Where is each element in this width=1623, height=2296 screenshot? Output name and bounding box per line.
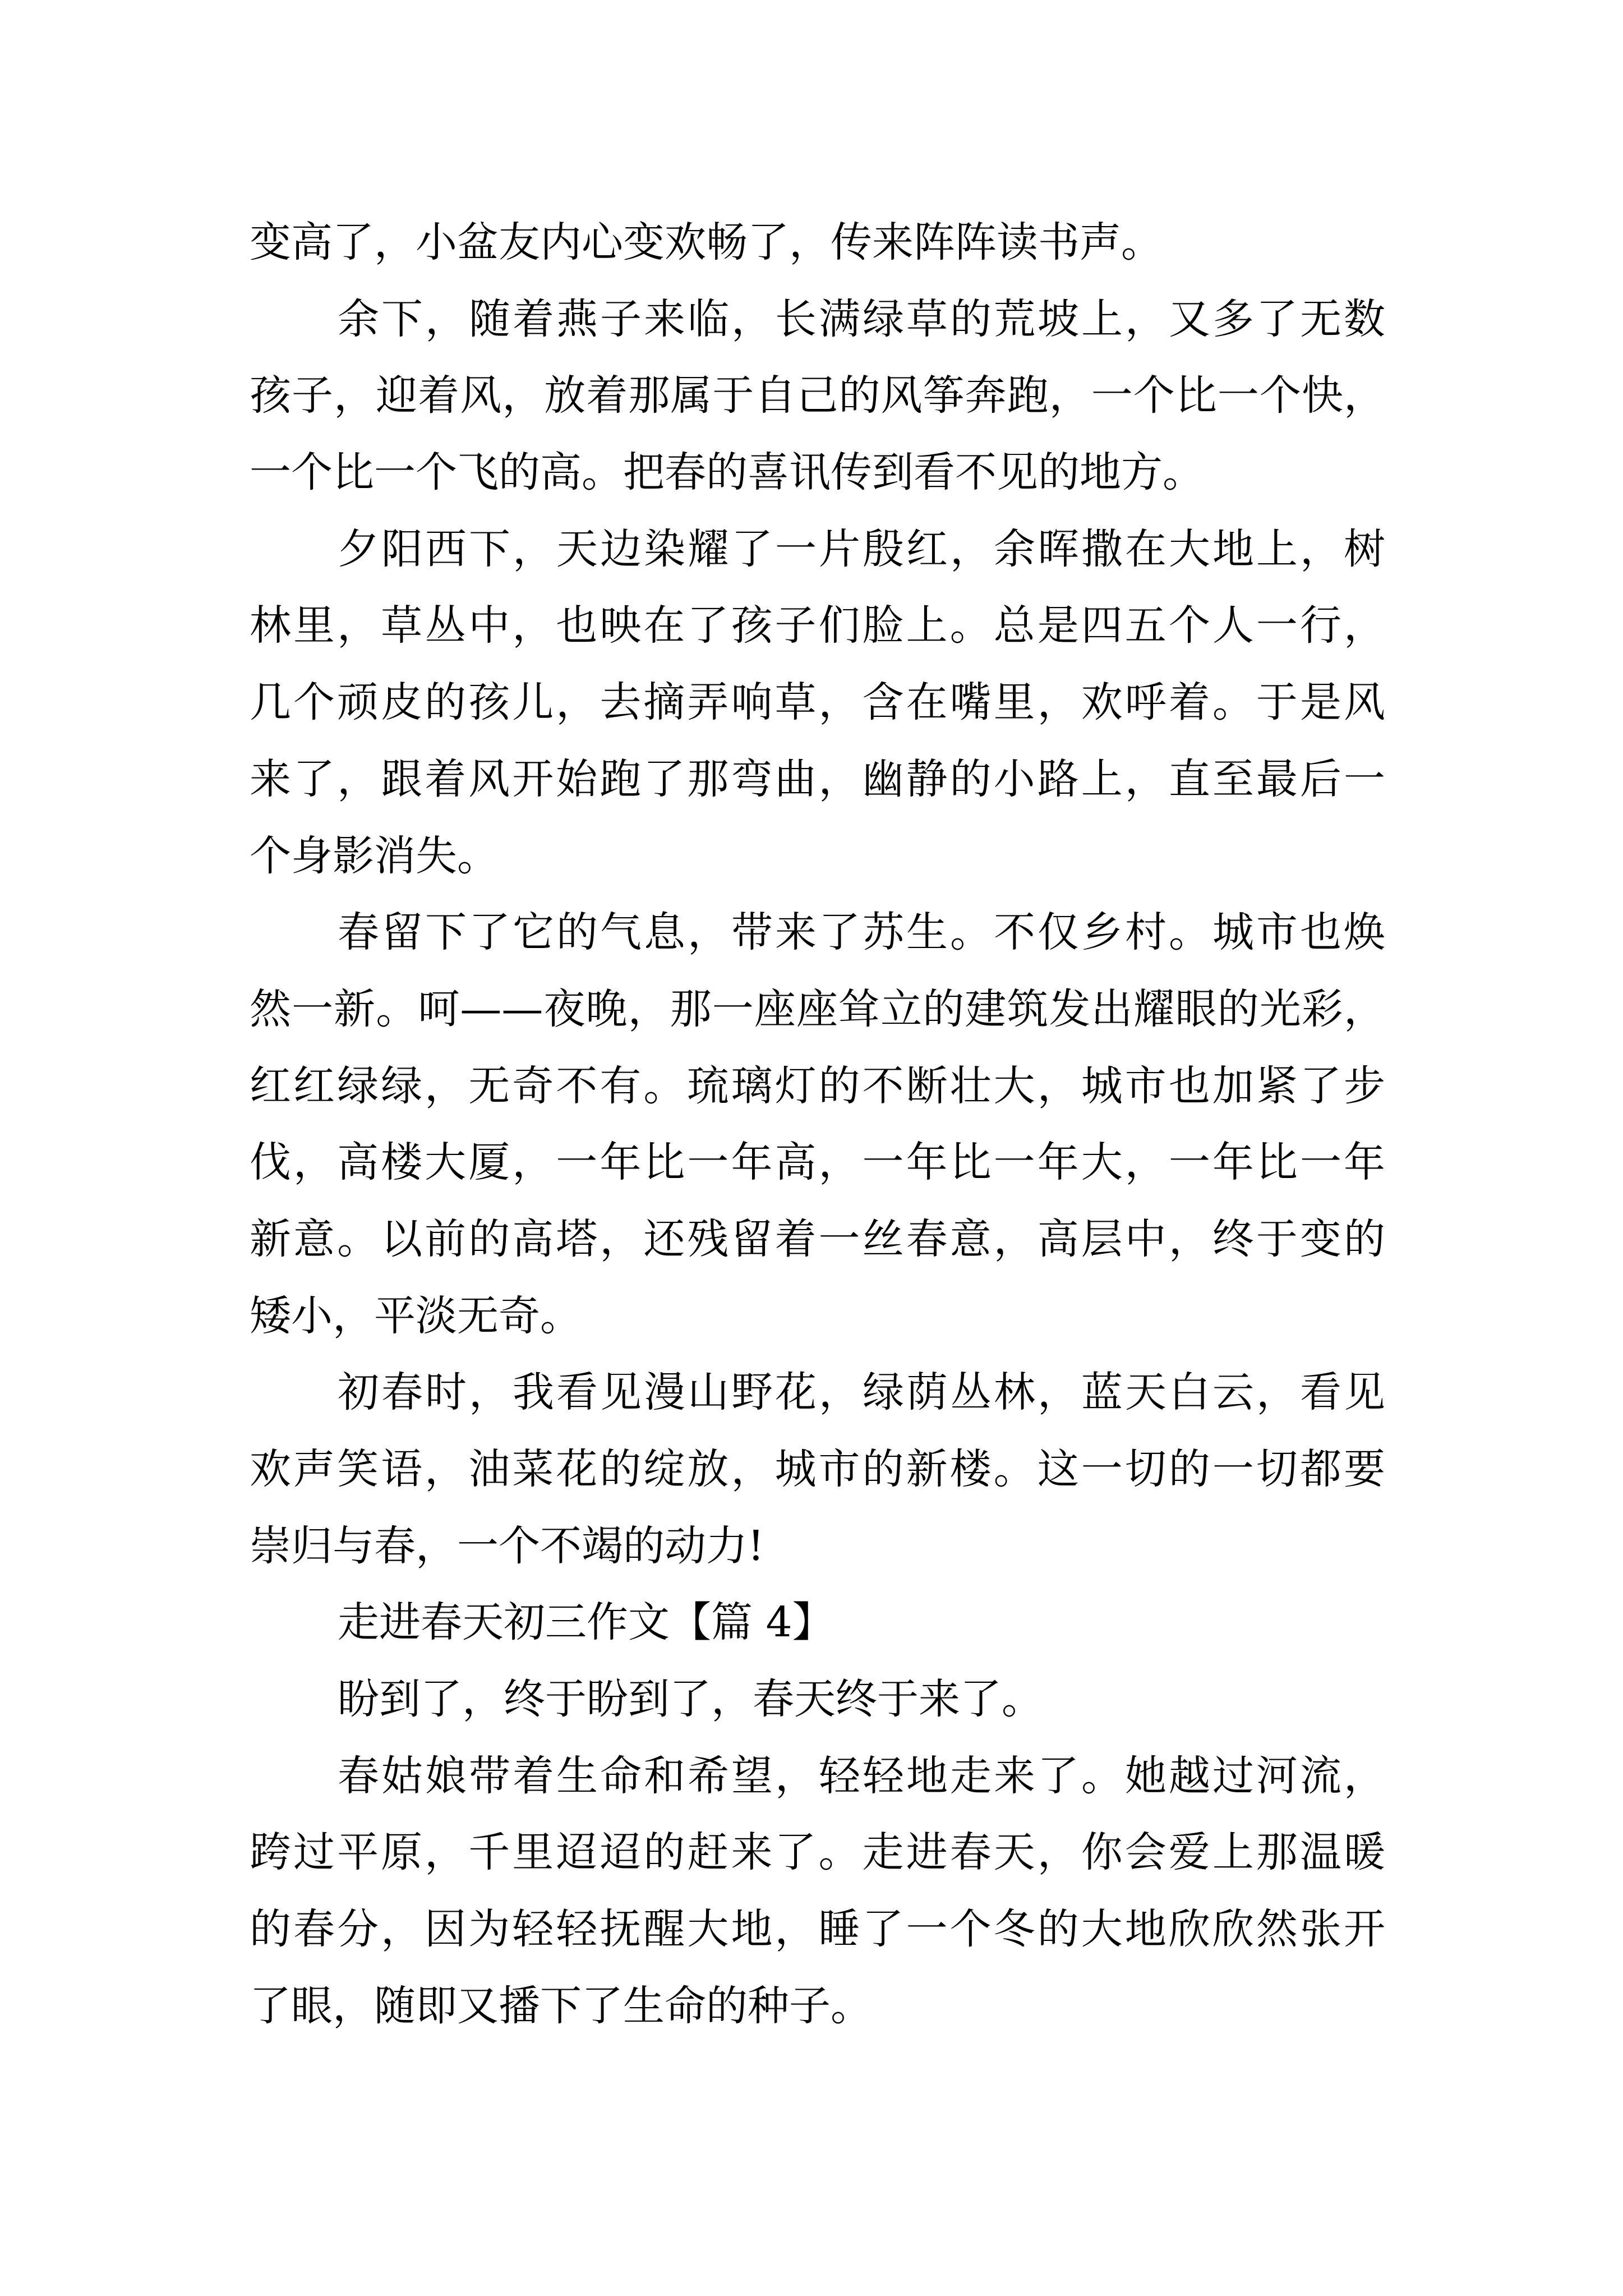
paragraph-line: 几个顽皮的孩儿，去摘弄响草，含在嘴里，欢呼着。于是风: [250, 678, 1385, 727]
paragraph-line: 夕阳西下，天边染耀了一片殷红，余晖撒在大地上，树: [338, 524, 1385, 573]
paragraph-line: 初春时，我看见漫山野花，绿荫丛林，蓝天白云，看见: [338, 1368, 1385, 1417]
paragraph-line: 跨过平原，千里迢迢的赶来了。走进春天，你会爱上那温暖: [250, 1828, 1385, 1877]
paragraph-line: 伐，高楼大厦，一年比一年高，一年比一年大，一年比一年: [250, 1138, 1385, 1187]
paragraph: [250, 511, 1385, 894]
paragraph-line: 新意。以前的高塔，还残留着一丝春意，高层中，终于变的: [250, 1214, 1385, 1263]
paragraph: [250, 1738, 1385, 2045]
section-heading-text: 走进春天初三作文【篇 4】: [338, 1598, 834, 1647]
paragraph-line: 崇归与春，一个不竭的动力!: [250, 1521, 764, 1570]
paragraph-line: 一个比一个飞的高。把春的喜讯传到看不见的地方。: [250, 448, 1204, 497]
paragraph-line: 春留下了它的气息，带来了苏生。不仅乡村。城市也焕: [338, 908, 1385, 957]
paragraph-line: 变高了，小盆友内心变欢畅了，传来阵阵读书声。: [250, 218, 1163, 266]
paragraph-line: 了眼，随即又播下了生命的种子。: [250, 1981, 872, 2030]
paragraph-line: 个身影消失。: [250, 831, 499, 880]
paragraph-line: 来了，跟着风开始跑了那弯曲，幽静的小路上，直至最后一: [250, 754, 1385, 803]
paragraph: [250, 204, 1385, 281]
document-body: [250, 204, 1385, 2045]
paragraph: [250, 894, 1385, 1354]
paragraph: [250, 281, 1385, 511]
paragraph: [250, 1661, 1385, 1738]
paragraph-line: 盼到了，终于盼到了，春天终于来了。: [338, 1675, 1043, 1724]
paragraph-line: 孩子，迎着风，放着那属于自己的风筝奔跑，一个比一个快，: [250, 371, 1385, 420]
paragraph-line: 矮小，平淡无奇。: [250, 1291, 582, 1340]
paragraph-line: 欢声笑语，油菜花的绽放，城市的新楼。这一切的一切都要: [250, 1445, 1385, 1493]
paragraph-line: 的春分，因为轻轻抚醒大地，睡了一个冬的大地欣欣然张开: [250, 1905, 1385, 1954]
paragraph-line: 余下，随着燕子来临，长满绿草的荒坡上，又多了无数: [338, 295, 1385, 343]
paragraph-line: 然一新。呵——夜晚，那一座座耸立的建筑发出耀眼的光彩，: [250, 984, 1385, 1033]
paragraph: [250, 1354, 1385, 1584]
paragraph-line: 春姑娘带着生命和希望，轻轻地走来了。她越过河流，: [338, 1751, 1385, 1800]
paragraph-line: 林里，草丛中，也映在了孩子们脸上。总是四五个人一行，: [250, 601, 1385, 650]
paragraph-line: 红红绿绿，无奇不有。琉璃灯的不断壮大，城市也加紧了步: [250, 1061, 1385, 1110]
section-heading: [250, 1584, 1385, 1661]
